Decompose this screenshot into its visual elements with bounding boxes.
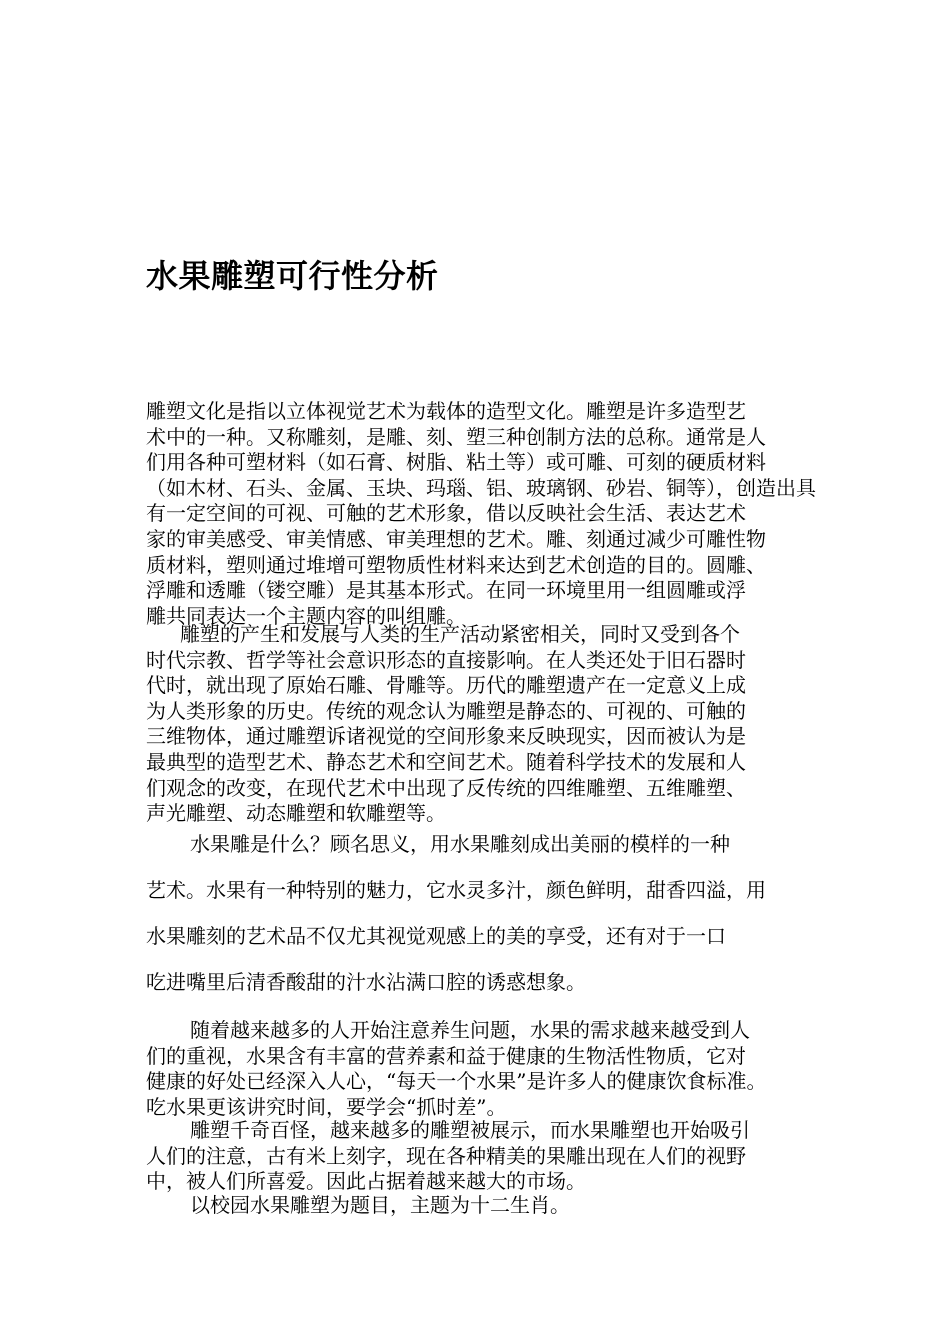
text-line: 吃进嘴里后清香酸甜的汁水沾满口腔的诱惑想象。 — [146, 970, 586, 994]
paragraph-project-theme — [146, 1193, 812, 1219]
document-title: 水果雕塑可行性分析 — [146, 257, 439, 295]
text-line: 们的重视，水果含有丰富的营养素和益于健康的生物活性物质，它对 — [146, 1043, 746, 1068]
text-line: 健康的好处已经深入人心，“每天一个水果”是许多人的健康饮食标准。 — [146, 1069, 767, 1094]
text-line: 浮雕和透雕（镂空雕）是其基本形式。在同一环境里用一组圆雕或浮 — [146, 578, 746, 603]
text-line: 最典型的造型艺术、静态艺术和空间艺术。随着科学技术的发展和人 — [146, 749, 746, 774]
text-line: 三维物体，通过雕塑诉诸视觉的空间形象来反映现实，因而被认为是 — [146, 724, 746, 749]
paragraph-fruit-carving-definition — [146, 821, 812, 1005]
text-line: 以校园水果雕塑为题目，主题为十二生肖。 — [190, 1193, 570, 1217]
text-line: 雕共同表达一个主题内容的叫组雕。 — [146, 603, 466, 628]
text-line: 艺术。水果有一种特别的魅力，它水灵多汁，颜色鲜明，甜香四溢，用 — [146, 878, 766, 902]
paragraph-fruit-health — [146, 1018, 812, 1120]
text-line: 随着越来越多的人开始注意养生问题，水果的需求越来越受到人 — [190, 1018, 750, 1042]
text-line: 吃水果更该讲究时间，要学会“抓时差”。 — [146, 1094, 507, 1119]
text-line: 雕塑的产生和发展与人类的生产活动紧密相关，同时又受到各个 — [180, 622, 740, 646]
text-line: （如木材、石头、金属、玉块、玛瑙、铝、玻璃钢、砂岩、铜等），创造出具 — [146, 475, 816, 500]
text-line: 雕塑千奇百怪，越来越多的雕塑被展示，而水果雕塑也开始吸引 — [190, 1118, 750, 1142]
text-line: 质材料，塑则通过堆增可塑物质性材料来达到艺术创造的目的。圆雕、 — [146, 552, 766, 577]
text-line: 代时，就出现了原始石雕、骨雕等。历代的雕塑遗产在一定意义上成 — [146, 673, 746, 698]
text-line: 水果雕刻的艺术品不仅尤其视觉观感上的美的享受，还有对于一口 — [146, 924, 726, 948]
text-line: 家的审美感受、审美情感、审美理想的艺术。雕、刻通过减少可雕性物 — [146, 526, 766, 551]
text-line: 时代宗教、哲学等社会意识形态的直接影响。在人类还处于旧石器时 — [146, 647, 746, 672]
text-line: 术中的一种。又称雕刻，是雕、刻、塑三种创制方法的总称。通常是人 — [146, 424, 766, 449]
text-line: 们观念的改变，在现代艺术中出现了反传统的四维雕塑、五维雕塑、 — [146, 775, 746, 800]
paragraph-sculpture-culture — [146, 399, 816, 629]
paragraph-sculpture-history — [146, 622, 812, 827]
text-line: 人们的注意，古有米上刻字，现在各种精美的果雕出现在人们的视野 — [146, 1143, 746, 1168]
text-line: 中，被人们所喜爱。因此占据着越来越大的市场。 — [146, 1169, 586, 1194]
text-line: 雕塑文化是指以立体视觉艺术为载体的造型文化。雕塑是许多造型艺 — [146, 399, 746, 423]
text-line: 们用各种可塑材料（如石膏、树脂、粘土等）或可雕、可刻的硬质材料 — [146, 450, 766, 475]
text-line: 水果雕是什么？顾名思义，用水果雕刻成出美丽的模样的一种 — [190, 832, 730, 856]
paragraph-fruit-sculpture-market — [146, 1118, 812, 1195]
text-line: 声光雕塑、动态雕塑和软雕塑等。 — [146, 801, 446, 826]
text-line: 为人类形象的历史。传统的观念认为雕塑是静态的、可视的、可触的 — [146, 698, 746, 723]
text-line: 有一定空间的可视、可触的艺术形象，借以反映社会生活、表达艺术 — [146, 501, 746, 526]
